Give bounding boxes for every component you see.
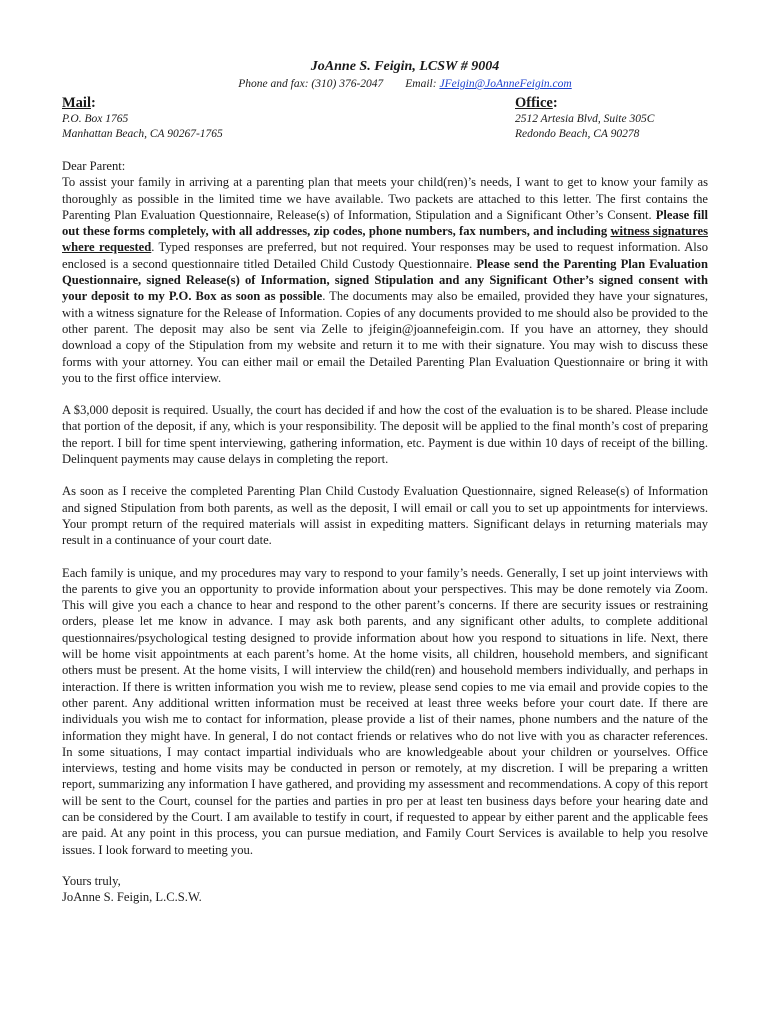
mail-heading-colon: : [91, 95, 96, 111]
p1-part-b: Please fill out these forms completely, with all addresses, zip codes, phone numbers, fax numbers, and including [62, 207, 708, 239]
letter-page [62, 58, 708, 905]
email-label: Email: [405, 78, 440, 90]
salutation: Dear Parent: [62, 159, 126, 173]
office-heading-colon: : [552, 95, 558, 111]
p1-part-d: . Typed responses are preferred, but not required. Your responses may be used to request information. Also enclosed is a second questionnaire titled Detailed Child Custody Questionnaire. [62, 240, 708, 271]
p1-part-e: Please send the Parenting Plan Evaluation Questionnaire, signed Release(s) of Information, signed Stipulation and any Significant Other’s signed consent with your deposit to my P.O. Box as soon as possible [62, 256, 708, 304]
p1-part-f: . The documents may also be emailed, provided they have your signatures, with a witness signature for the Release of Information. Copies of any documents provided to me should also be provided to the other parent. The deposit may also be sent via Zelle to jfeigin@joannefeigin.com. If you have an attorney, they should download a copy of the Stipulation from my website and return it to me with their signature. You may wish to discuss these forms with your attorney. You can either mail or email the Detailed Parenting Plan Evaluation Questionnaire or bring it with you to the first office interview. [62, 289, 708, 385]
phone-fax-text: Phone and fax: (310) 376-2047 [238, 78, 384, 90]
office-line-2: Redondo Beach, CA 90278 [515, 128, 640, 140]
paragraph-deposit: A $3,000 deposit is required. Usually, the court has decided if and how the cost of the evaluation is to be shared. Please include that portion of the deposit, if any, which is your responsibility. The deposit will be applied to the final month’s cost of preparing the report. I bill for time spent interviewing, gathering information, etc. Payment is due within 10 days of receipt of the billing. Delinquent payments may cause delays in completing the report. [62, 403, 708, 467]
p1-part-a: To assist your family in arriving at a parenting plan that meets your child(ren)’s needs, I want to get to know your family as thoroughly as possible in the limited time we have available. Two packets are attached to this letter. The first contains the Parenting Plan Evaluation Questionnaire, Release(s) of Information, Stipulation and a Significant Other’s Consent. [62, 175, 708, 222]
mail-line-2: Manhattan Beach, CA 90267-1765 [62, 128, 223, 140]
office-heading: Office [515, 95, 553, 111]
email-link[interactable]: JFeigin@JoAnneFeigin.com [439, 78, 572, 90]
letter-body [62, 158, 708, 858]
mail-line-1: P.O. Box 1765 [62, 113, 129, 125]
office-line-1: 2512 Artesia Blvd, Suite 305C [515, 113, 655, 125]
closing-block [62, 873, 708, 906]
paragraph-appointments: As soon as I receive the completed Parenting Plan Child Custody Evaluation Questionnaire, signed Release(s) of Information and signed Stipulation from both parents, as well as the deposit, I will email or call you to set up appointments for interviews. Your prompt return of the required materials will assist in expediting matters. Significant delays in returning materials may result in a continuance of your court date. [62, 484, 708, 548]
paragraph-procedures: Each family is unique, and my procedures may vary to respond to your family’s needs. Generally, I set up joint interviews with the parents to give you an opportunity to provide information about your perspectives. This may be done remotely via Zoom. This will give you each a chance to hear and respond to the other parent’s concerns. If there are security issues or restraining orders, please let me know in advance. I may ask both parents, and any significant other adults, to complete additional questionnaires/psychological testing designed to provide information about how you respond to situations in life. Next, there will be home visit appointments at each parent’s home. At the home visits, all children, household members, and significant others must be present. At the home visits, I will interview the child(ren) and household members individually, and perhaps in interaction. If there is written information you wish me to review, please send copies to me via email and provide copies to the other parent. Any additional written information must be received at least three weeks before your court date. If there are individuals you wish me to contact for information, please provide a list of their names, phone numbers and the nature of the information they might have. In general, I do not contact friends or relatives who do not live with you as character references. In some situations, I may contact impartial individuals who are knowledgeable about your children or yourselves. Office interviews, testing and home visits may be conducted in person or remotely, at my discretion. I will be preparing a written report, summarizing any information I have gathered, and providing my assessment and recommendations. A copy of this report will be sent to the Court, counsel for the parties and parties in pro per at least ten business days before your hearing date and can be considered by the Court. I am available to testify in court, if requested to appear by either parent and the applicable fees are paid. At any point in this process, you can pursue mediation, and Family Court Services is available to help you resolve issues. I look forward to meeting you. [62, 565, 708, 857]
office-address [515, 94, 708, 142]
mail-heading: Mail [62, 95, 91, 111]
address-block [62, 94, 708, 142]
paragraph-intro [62, 158, 708, 386]
letterhead-contact [62, 76, 708, 92]
closing-text: Yours truly, [62, 873, 121, 888]
signature-name: JoAnne S. Feigin, L.C.S.W. [62, 890, 202, 905]
p1-part-c: witness signatures where requested [62, 224, 708, 255]
letterhead-name: JoAnne S. Feigin, LCSW # 9004 [310, 59, 500, 74]
mail-address [62, 94, 223, 142]
